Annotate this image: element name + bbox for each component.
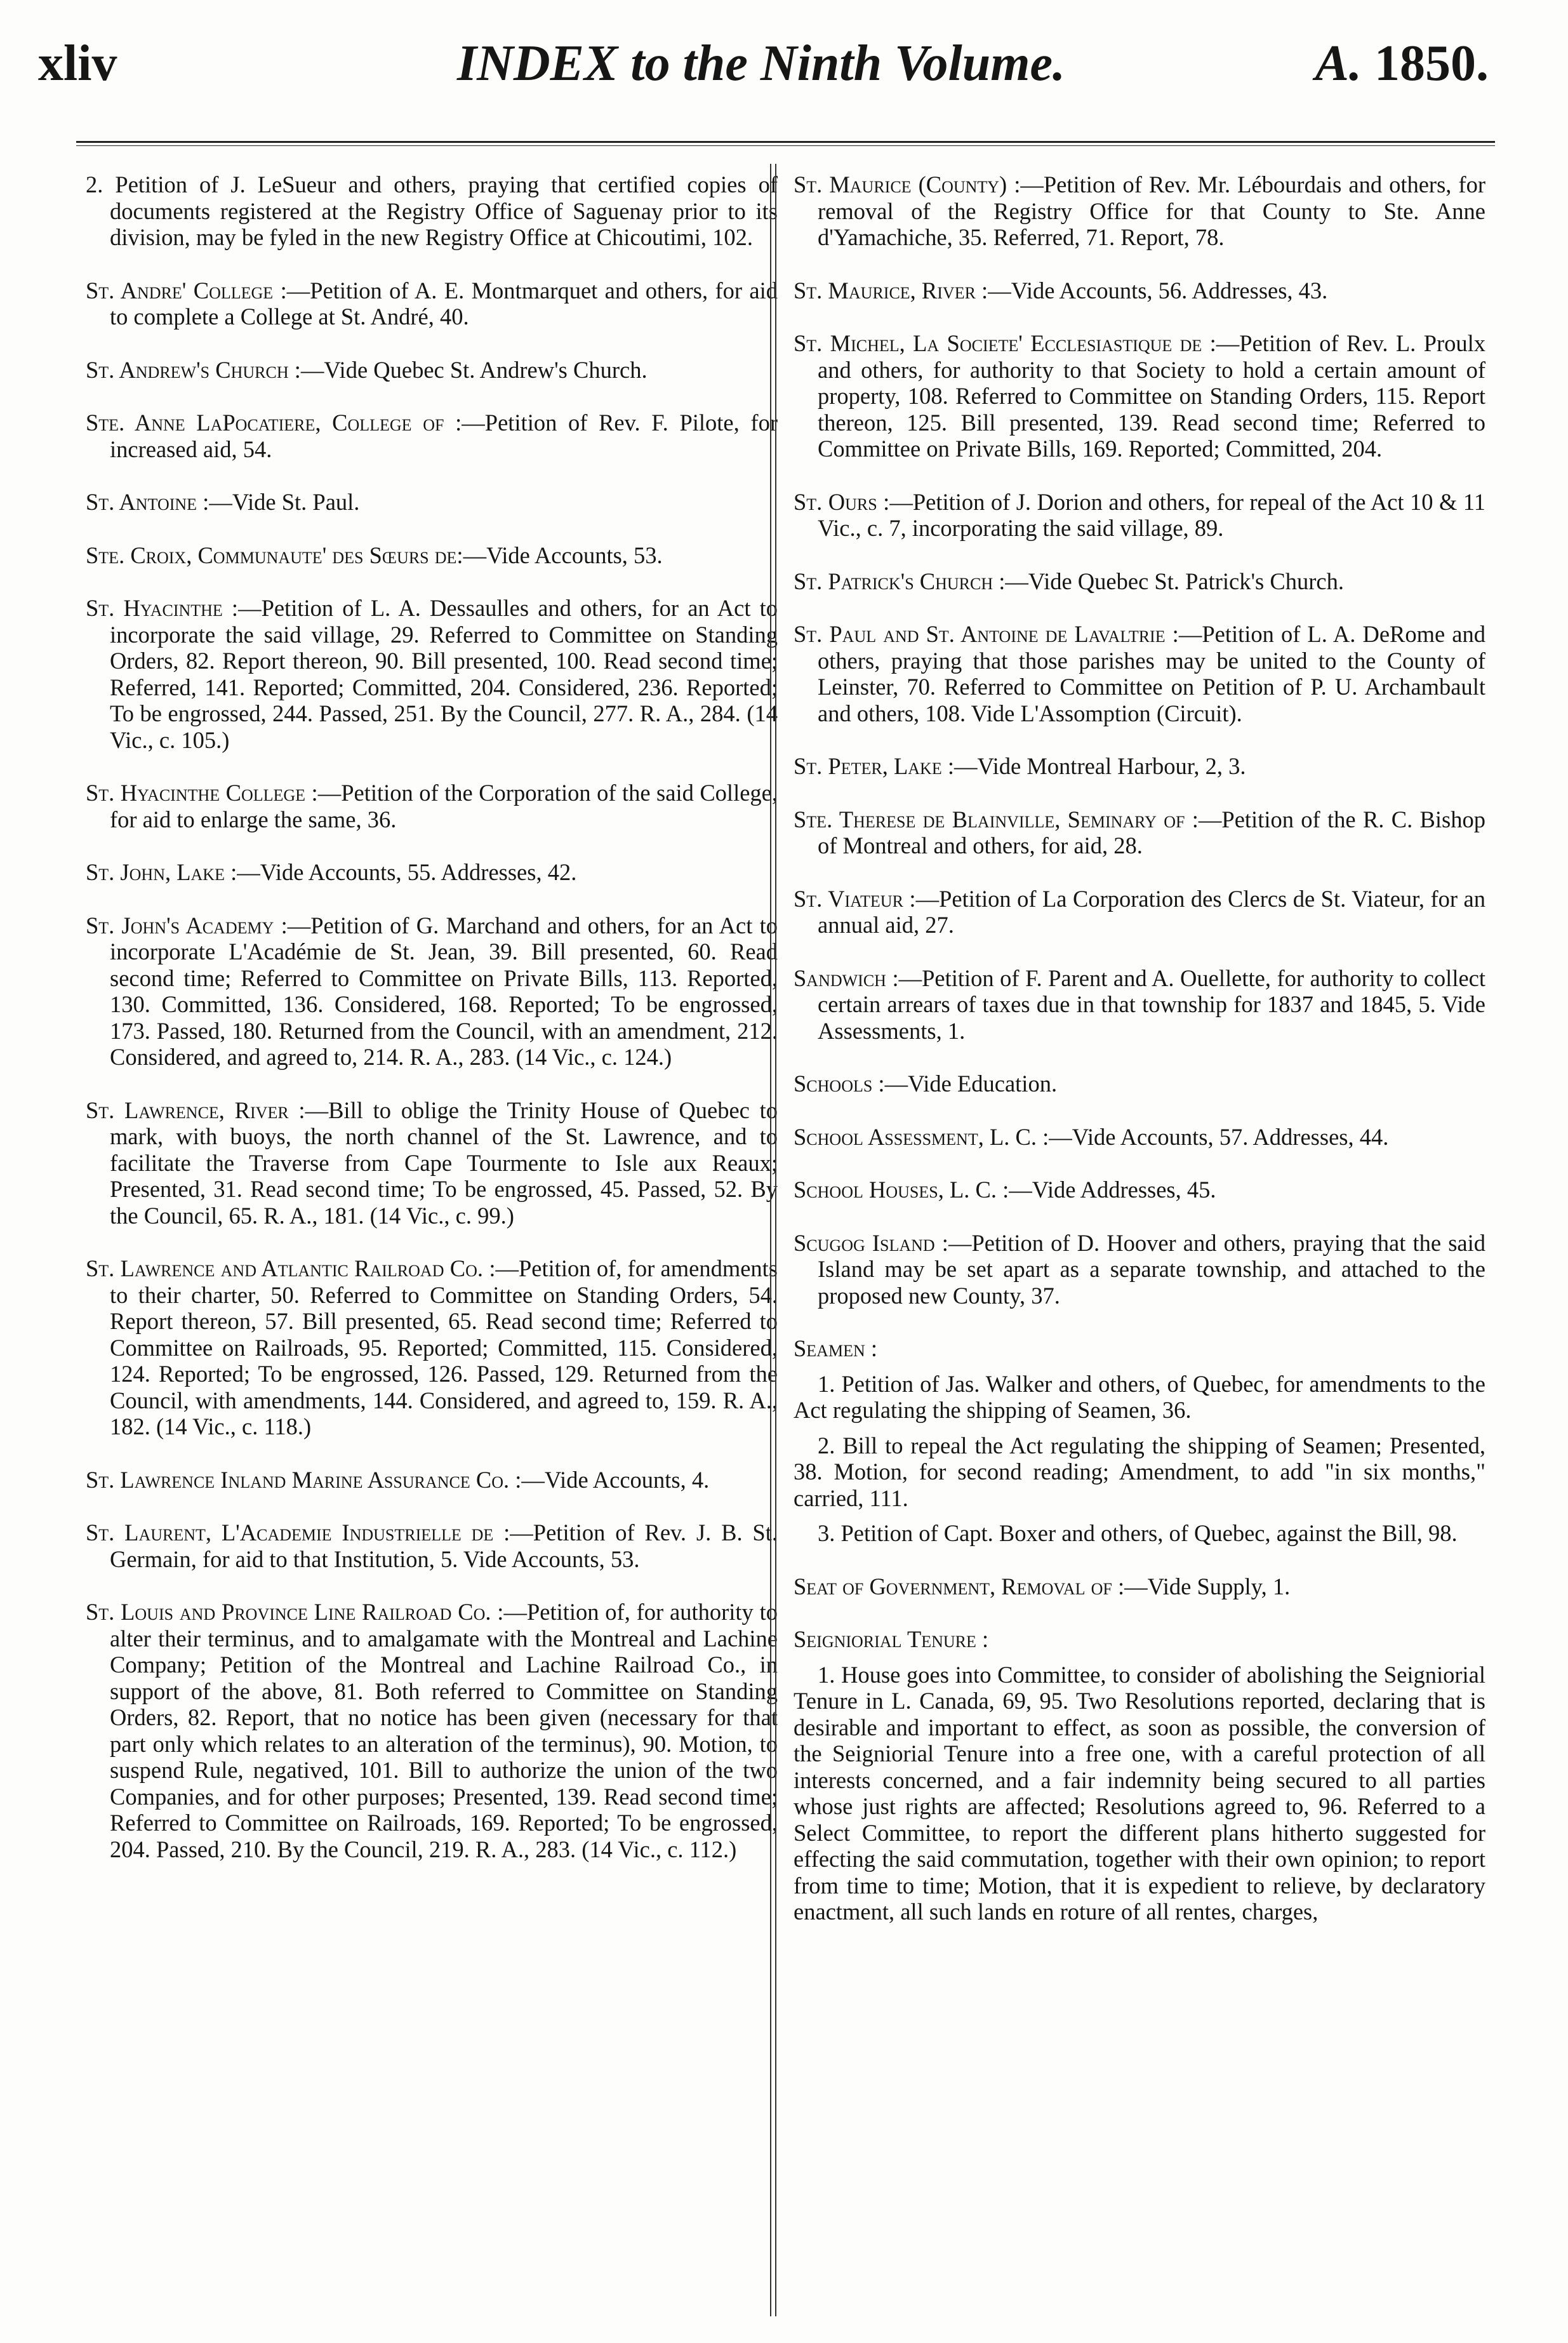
index-subentry — [794, 1432, 1485, 1512]
index-entry — [794, 1177, 1485, 1203]
entry-heading: St. Hyacinthe College : — [86, 780, 318, 806]
index-entry — [794, 1573, 1485, 1600]
entry-heading: St. Patrick's Church : — [794, 568, 1006, 594]
entry-heading: Scugog Island : — [794, 1229, 948, 1256]
index-entry — [794, 965, 1485, 1045]
volume-year — [1315, 35, 1489, 93]
entry-text: 3. Petition of Capt. Boxer and others, of Quebec, against the Bill, 98. — [818, 1520, 1458, 1546]
index-entry — [794, 753, 1485, 780]
entry-heading: St. Maurice (County) : — [794, 171, 1021, 197]
entry-heading: St. Lawrence, River : — [86, 1097, 305, 1123]
entry-heading: Seamen : — [794, 1335, 877, 1361]
index-entry — [794, 489, 1485, 542]
entry-text: —Petition of, for amendments to their charter, 50. Referred to Committee on Standing Orders, 54. Report thereon, 57. Bill presented, 65. Read second time; Referred to Committee on Railroads, 95. Reported; Committed, 115. Considered, 124. Reported; To be engrossed, 126. Passed, 129. Returned from the Council, with amendments, 144. Considered, and agreed to, 159. R. A., 182. (14 Vic., c. 118.) — [110, 1255, 778, 1439]
index-entry — [86, 1519, 778, 1572]
index-entry — [794, 1071, 1485, 1097]
index-entry — [794, 1626, 1485, 1653]
entry-heading: Ste. Croix, Communaute' des Sœurs de: — [86, 542, 463, 568]
entry-text: —Bill to oblige the Trinity House of Quebec to mark, with buoys, the north channel of the St. Lawrence, and to facilitate the Traverse from Cape Tourmente to Isle aux Reaux; Presented, 31. Read second time; To be engrossed, 45. Passed, 52. By the Council, 65. R. A., 181. (14 Vic., c. 99.) — [110, 1097, 778, 1229]
index-subentry — [794, 1520, 1485, 1547]
entry-text: —Vide Quebec St. Andrew's Church. — [300, 356, 648, 383]
entry-heading: St. Lawrence Inland Marine Assurance Co. : — [86, 1466, 522, 1493]
entry-heading: St. John, Lake : — [86, 859, 237, 885]
page-number: xliv — [38, 36, 117, 91]
index-entry — [794, 1230, 1485, 1309]
index-entry — [86, 1097, 778, 1229]
index-entry — [794, 330, 1485, 462]
index-entry — [86, 859, 778, 886]
entry-text: —Petition of J. Dorion and others, for repeal of the Act 10 & 11 Vic., c. 7, incorporating the said village, 89. — [818, 488, 1485, 541]
index-entry — [794, 621, 1485, 726]
entry-text: 1. House goes into Committee, to consider of abolishing the Seigniorial Tenure in L. Canada, 69, 95. Two Resolutions reported, declaring that is desirable and important to effect, as soon as possible, the conversion of the Seigniorial Tenure into a free one, with a careful protection of all interests concerned, and a fair indemnity being secured to all parties whose just rights are affected; Resolutions agreed to, 96. Referred to a Select Committee, to report the different plans hitherto suggested for effecting the said commutation, together with their own opinion; to report from time to time; Motion, that it is expedient to relieve, by declaratory enactment, all such lands en roture of all rentes, charges, — [794, 1661, 1485, 1925]
left-column — [86, 171, 778, 1889]
entry-heading: School Assessment, L. C. : — [794, 1123, 1049, 1150]
index-entry — [794, 1335, 1485, 1362]
header-rule — [76, 141, 1495, 146]
right-column — [794, 171, 1485, 1934]
entry-text: —Vide Supply, 1. — [1124, 1573, 1291, 1599]
index-entry — [86, 780, 778, 832]
index-entry — [794, 568, 1485, 595]
entry-heading: St. John's Academy : — [86, 912, 288, 938]
index-entry — [86, 357, 778, 384]
entry-heading: Ste. Anne LaPocatiere, College of : — [86, 410, 462, 436]
entry-text: —Vide Accounts, 55. Addresses, 42. — [237, 859, 577, 885]
entry-heading: St. Andrew's Church : — [86, 356, 301, 383]
index-entry — [794, 1124, 1485, 1151]
entry-text: —Petition of Rev. J. B. St. Germain, for aid to that Institution, 5. Vide Accounts, 53. — [110, 1519, 778, 1572]
entry-text: 2. Bill to repeal the Act regulating the shipping of Seamen; Presented, 38. Motion, for second reading; Amendment, to add "in six months," carried, 111. — [794, 1432, 1485, 1511]
entry-text: —Petition of L. A. DeRome and others, praying that those parishes may be united to the County of Leinster, 70. Referred to Committee on Petition of P. U. Archambault and others, 108. Vide L'Assomption (Circuit). — [818, 621, 1485, 726]
entry-heading: St. Viateur : — [794, 885, 916, 912]
entry-heading: St. Laurent, L'Academie Industrielle de : — [86, 1519, 510, 1545]
entry-text: —Vide Accounts, 53. — [463, 542, 663, 568]
entry-text: —Vide Accounts, 57. Addresses, 44. — [1049, 1123, 1389, 1150]
index-entry — [794, 277, 1485, 304]
entry-heading: Sandwich : — [794, 965, 899, 991]
column-divider — [770, 164, 776, 2316]
entry-heading: St. Peter, Lake : — [794, 753, 954, 779]
entry-text: —Vide Addresses, 45. — [1009, 1177, 1216, 1203]
entry-text: —Vide Montreal Harbour, 2, 3. — [953, 753, 1246, 779]
entry-heading: St. Hyacinthe : — [86, 595, 239, 621]
index-entry — [794, 171, 1485, 251]
entry-text: —Petition of the Corporation of the said College, for aid to enlarge the same, 36. — [110, 780, 778, 832]
entry-heading: St. Ours : — [794, 488, 890, 515]
entry-text: —Petition of, for authority to alter their terminus, and to amalgamate with the Montreal and Lachine Company; Petition of the Montreal and Lachine Railroad Co., in support of the above, 81. Both referred to Committee on Standing Orders, 82. Report, that no notice has been given (necessary for that part only which relates to an alteration of the terminus), 90. Motion, to suspend Rule, negatived, 101. Bill to authorize the union of the two Companies, and for other purposes; Presented, 139. Read second time; Referred to Committee on Railroads, 169. Reported; To be engrossed, 204. Passed, 210. By the Council, 219. R. A., 283. (14 Vic., c. 112.) — [110, 1599, 778, 1862]
entry-heading: St. Andre' College : — [86, 277, 287, 304]
entry-text: —Petition of Rev. L. Proulx and others, for authority to that Society to hold a certain amount of property, 108. Referred to Committee on Standing Orders, 115. Report thereon, 125. Bill presented, 139. Read second time; Referred to Committee on Private Bills, 169. Reported; Committed, 204. — [818, 330, 1485, 462]
entry-heading: Schools : — [794, 1071, 885, 1097]
entry-heading: St. Lawrence and Atlantic Railroad Co. : — [86, 1255, 496, 1281]
entry-heading: St. Louis and Province Line Railroad Co. : — [86, 1599, 504, 1625]
entry-text: 2. Petition of J. LeSueur and others, praying that certified copies of documents registered at the Registry Office of Saguenay prior to its division, may be fyled in the new Registry Office at Chicoutimi, 102. — [86, 171, 778, 250]
index-entry — [794, 806, 1485, 859]
index-entry — [794, 886, 1485, 938]
index-entry — [86, 595, 778, 753]
index-entry — [86, 1467, 778, 1493]
series-letter: A. — [1315, 36, 1362, 91]
index-subentry — [794, 1662, 1485, 1925]
entry-text: —Petition of Rev. Mr. Lébourdais and others, for removal of the Registry Office for that County to Ste. Anne d'Yamachiche, 35. Referred, 71. Report, 78. — [818, 171, 1485, 250]
index-entry — [86, 171, 778, 251]
entry-heading: Seat of Government, Removal of : — [794, 1573, 1125, 1599]
entry-heading: St. Antoine : — [86, 489, 209, 515]
year: 1850. — [1374, 36, 1489, 91]
entry-text: —Vide Education. — [884, 1071, 1058, 1097]
entry-heading: Ste. Therese de Blainville, Seminary of : — [794, 806, 1199, 832]
entry-heading: St. Paul and St. Antoine de Lavaltrie : — [794, 621, 1179, 647]
entry-heading: Seigniorial Tenure : — [794, 1626, 989, 1652]
entry-text: —Petition of the R. C. Bishop of Montreal and others, for aid, 28. — [818, 806, 1485, 858]
entry-text: —Petition of L. A. Dessaulles and others, for an Act to incorporate the said village, 29. Referred to Committee on Standing Orders, 82. Report thereon, 90. Bill presented, 100. Read second time; Referred, 141. Reported; Committed, 204. Considered, 236. Reported; To be engrossed, 244. Passed, 251. By the Council, 277. R. A., 284. (14 Vic., c. 105.) — [110, 595, 778, 753]
entry-text: —Petition of D. Hoover and others, praying that the said Island may be set apart as a separate township, and attached to the proposed new County, 37. — [818, 1229, 1485, 1309]
entry-text: 1. Petition of Jas. Walker and others, of Quebec, for amendments to the Act regulating the shipping of Seamen, 36. — [794, 1370, 1485, 1423]
entry-text: —Vide St. Paul. — [209, 489, 360, 515]
entry-text: —Vide Accounts, 4. — [521, 1466, 710, 1493]
index-entry — [86, 1599, 778, 1862]
entry-text: —Vide Quebec St. Patrick's Church. — [1005, 568, 1344, 594]
entry-heading: School Houses, L. C. : — [794, 1177, 1009, 1203]
index-entry — [86, 277, 778, 330]
entry-text: —Petition of F. Parent and A. Ouellette, for authority to collect certain arrears of taxes due in that township for 1837 and 1845, 5. Vide Assessments, 1. — [818, 965, 1485, 1044]
entry-text: —Petition of A. E. Montmarquet and others, for aid to complete a College at St. André, 40. — [110, 277, 778, 330]
index-subentry — [794, 1371, 1485, 1424]
entry-text: —Vide Accounts, 56. Addresses, 43. — [988, 277, 1328, 304]
index-entry — [86, 1255, 778, 1440]
page-header — [38, 35, 1489, 111]
entry-heading: St. Maurice, River : — [794, 277, 988, 304]
entry-text: —Petition of Rev. F. Pilote, for increased aid, 54. — [110, 410, 778, 462]
entry-text: —Petition of La Corporation des Clercs de St. Viateur, for an annual aid, 27. — [818, 885, 1485, 938]
index-entry — [86, 542, 778, 569]
running-title: INDEX to the Ninth Volume. — [457, 36, 1066, 91]
index-entry — [86, 912, 778, 1071]
index-entry — [86, 489, 778, 516]
entry-heading: St. Michel, La Societe' Ecclesiastique de : — [794, 330, 1216, 356]
entry-text: —Petition of G. Marchand and others, for an Act to incorporate L'Académie de St. Jean, 39. Bill presented, 60. Read second time; Referred to Committee on Private Bills, 113. Reported, 130. Committed, 136. Considered, 168. Reported; To be engrossed, 173. Passed, 180. Returned from the Council, with an amendment, 212. Considered, and agreed to, 214. R. A., 283. (14 Vic., c. 124.) — [110, 912, 778, 1070]
index-entry — [86, 410, 778, 462]
